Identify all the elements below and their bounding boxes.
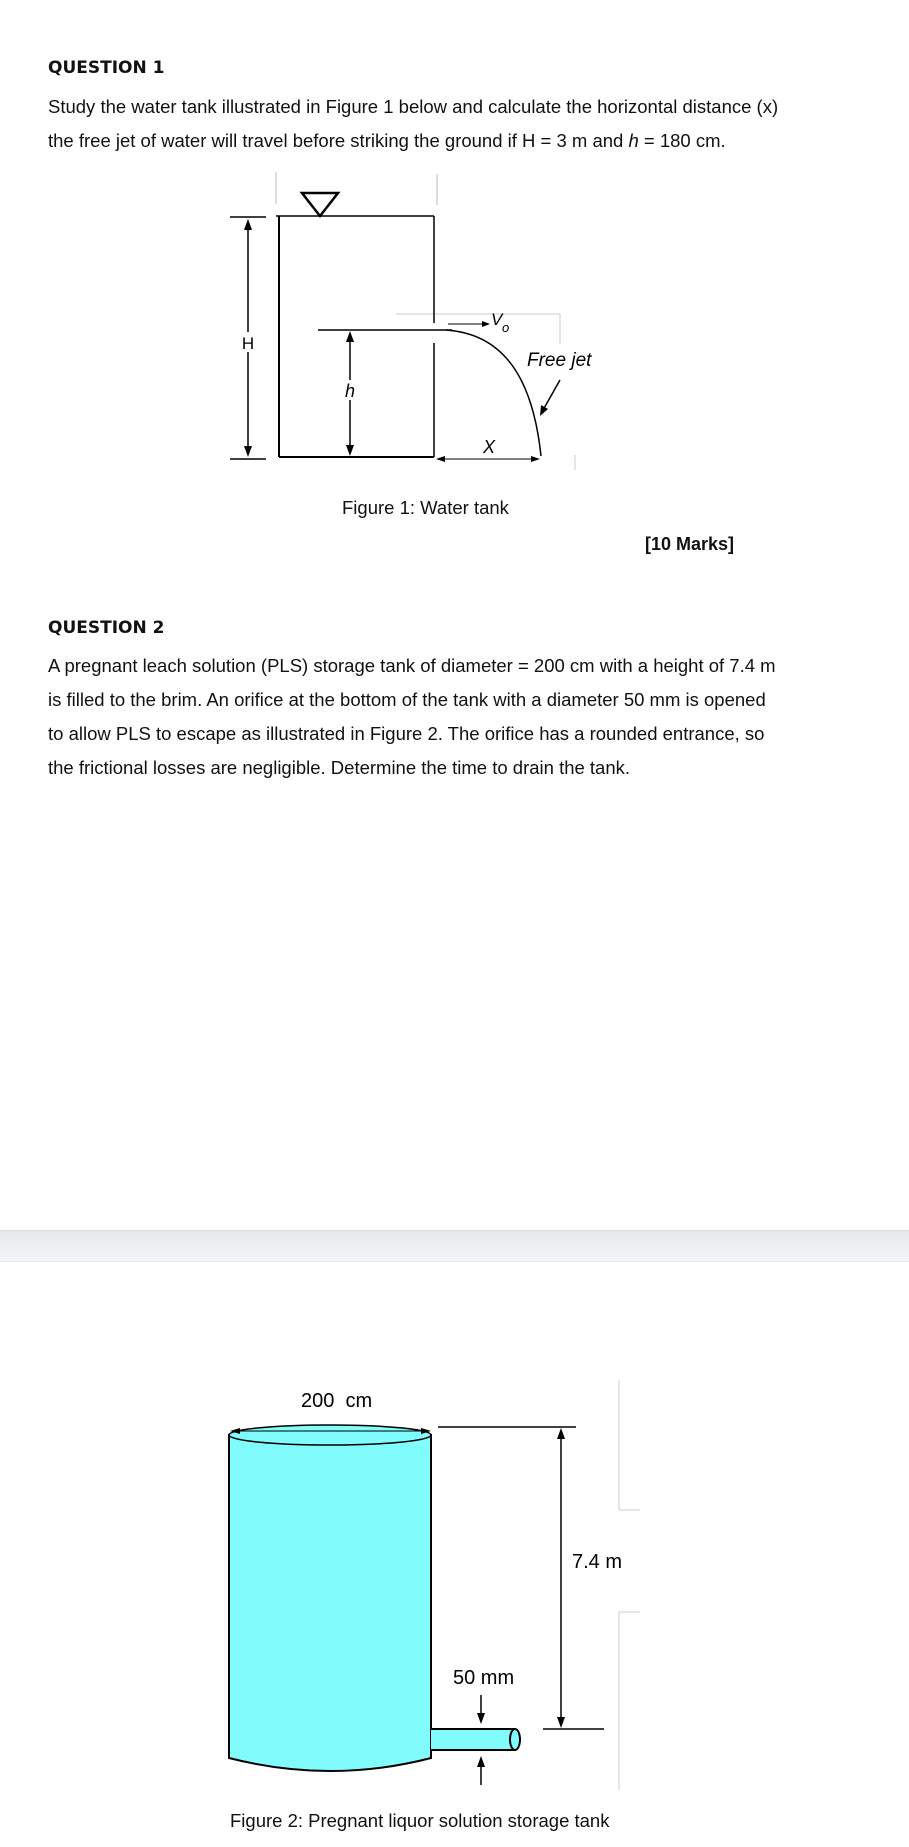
label-orifice: 50 mm: [453, 1667, 515, 1689]
free-surface-symbol: [302, 193, 338, 216]
question-2-line-2: is filled to the brim. An orifice at the bottom of the tank with a diameter 50 mm is opened: [48, 689, 766, 710]
label-H: H: [241, 334, 255, 353]
page-separator: [0, 1230, 909, 1262]
question-1-heading: QUESTION 1: [48, 58, 165, 78]
free-jet-pointer: [543, 380, 560, 410]
label-free-jet: Free jet: [527, 350, 592, 371]
figure-1-water-tank: [0, 0, 909, 500]
question-2-heading: QUESTION 2: [48, 618, 165, 638]
question-2-line-4: the frictional losses are negligible. Determine the time to drain the tank.: [48, 757, 631, 778]
label-diameter: 200 cm: [301, 1390, 373, 1412]
label-x: X: [483, 437, 496, 457]
marks-label: [10 Marks]: [645, 534, 735, 554]
document-page-2: [0, 1262, 909, 1847]
question-2-line-3: to allow PLS to escape as illustrated in Figure 2. The orifice has a rounded entrance, so: [48, 723, 765, 744]
figure-1-caption: Figure 1: Water tank: [342, 497, 509, 518]
outlet-pipe: [431, 1729, 515, 1750]
question-2-text: [48, 649, 828, 785]
label-height: 7.4 m: [572, 1551, 623, 1573]
label-V-subscript: o: [502, 320, 510, 335]
pipe-outlet-end: [510, 1729, 520, 1750]
figure-2-storage-tank: [0, 1262, 909, 1847]
label-h: h: [344, 381, 356, 401]
question-2-line-1: A pregnant leach solution (PLS) storage tank of diameter = 200 cm with a height of 7.4 m: [48, 655, 776, 676]
tank-body: [229, 1435, 431, 1771]
tank-top-surface: [229, 1425, 431, 1445]
label-V: V: [491, 310, 503, 329]
question-1-line-1: Study the water tank illustrated in Figure 1 below and calculate the horizontal distance (x): [48, 96, 779, 117]
figure-2-caption: Figure 2: Pregnant liquor solution storage tank: [230, 1810, 610, 1831]
question-1-line-2: the free jet of water will travel before striking the ground if H = 3 m and h = 180 cm.: [48, 130, 726, 151]
